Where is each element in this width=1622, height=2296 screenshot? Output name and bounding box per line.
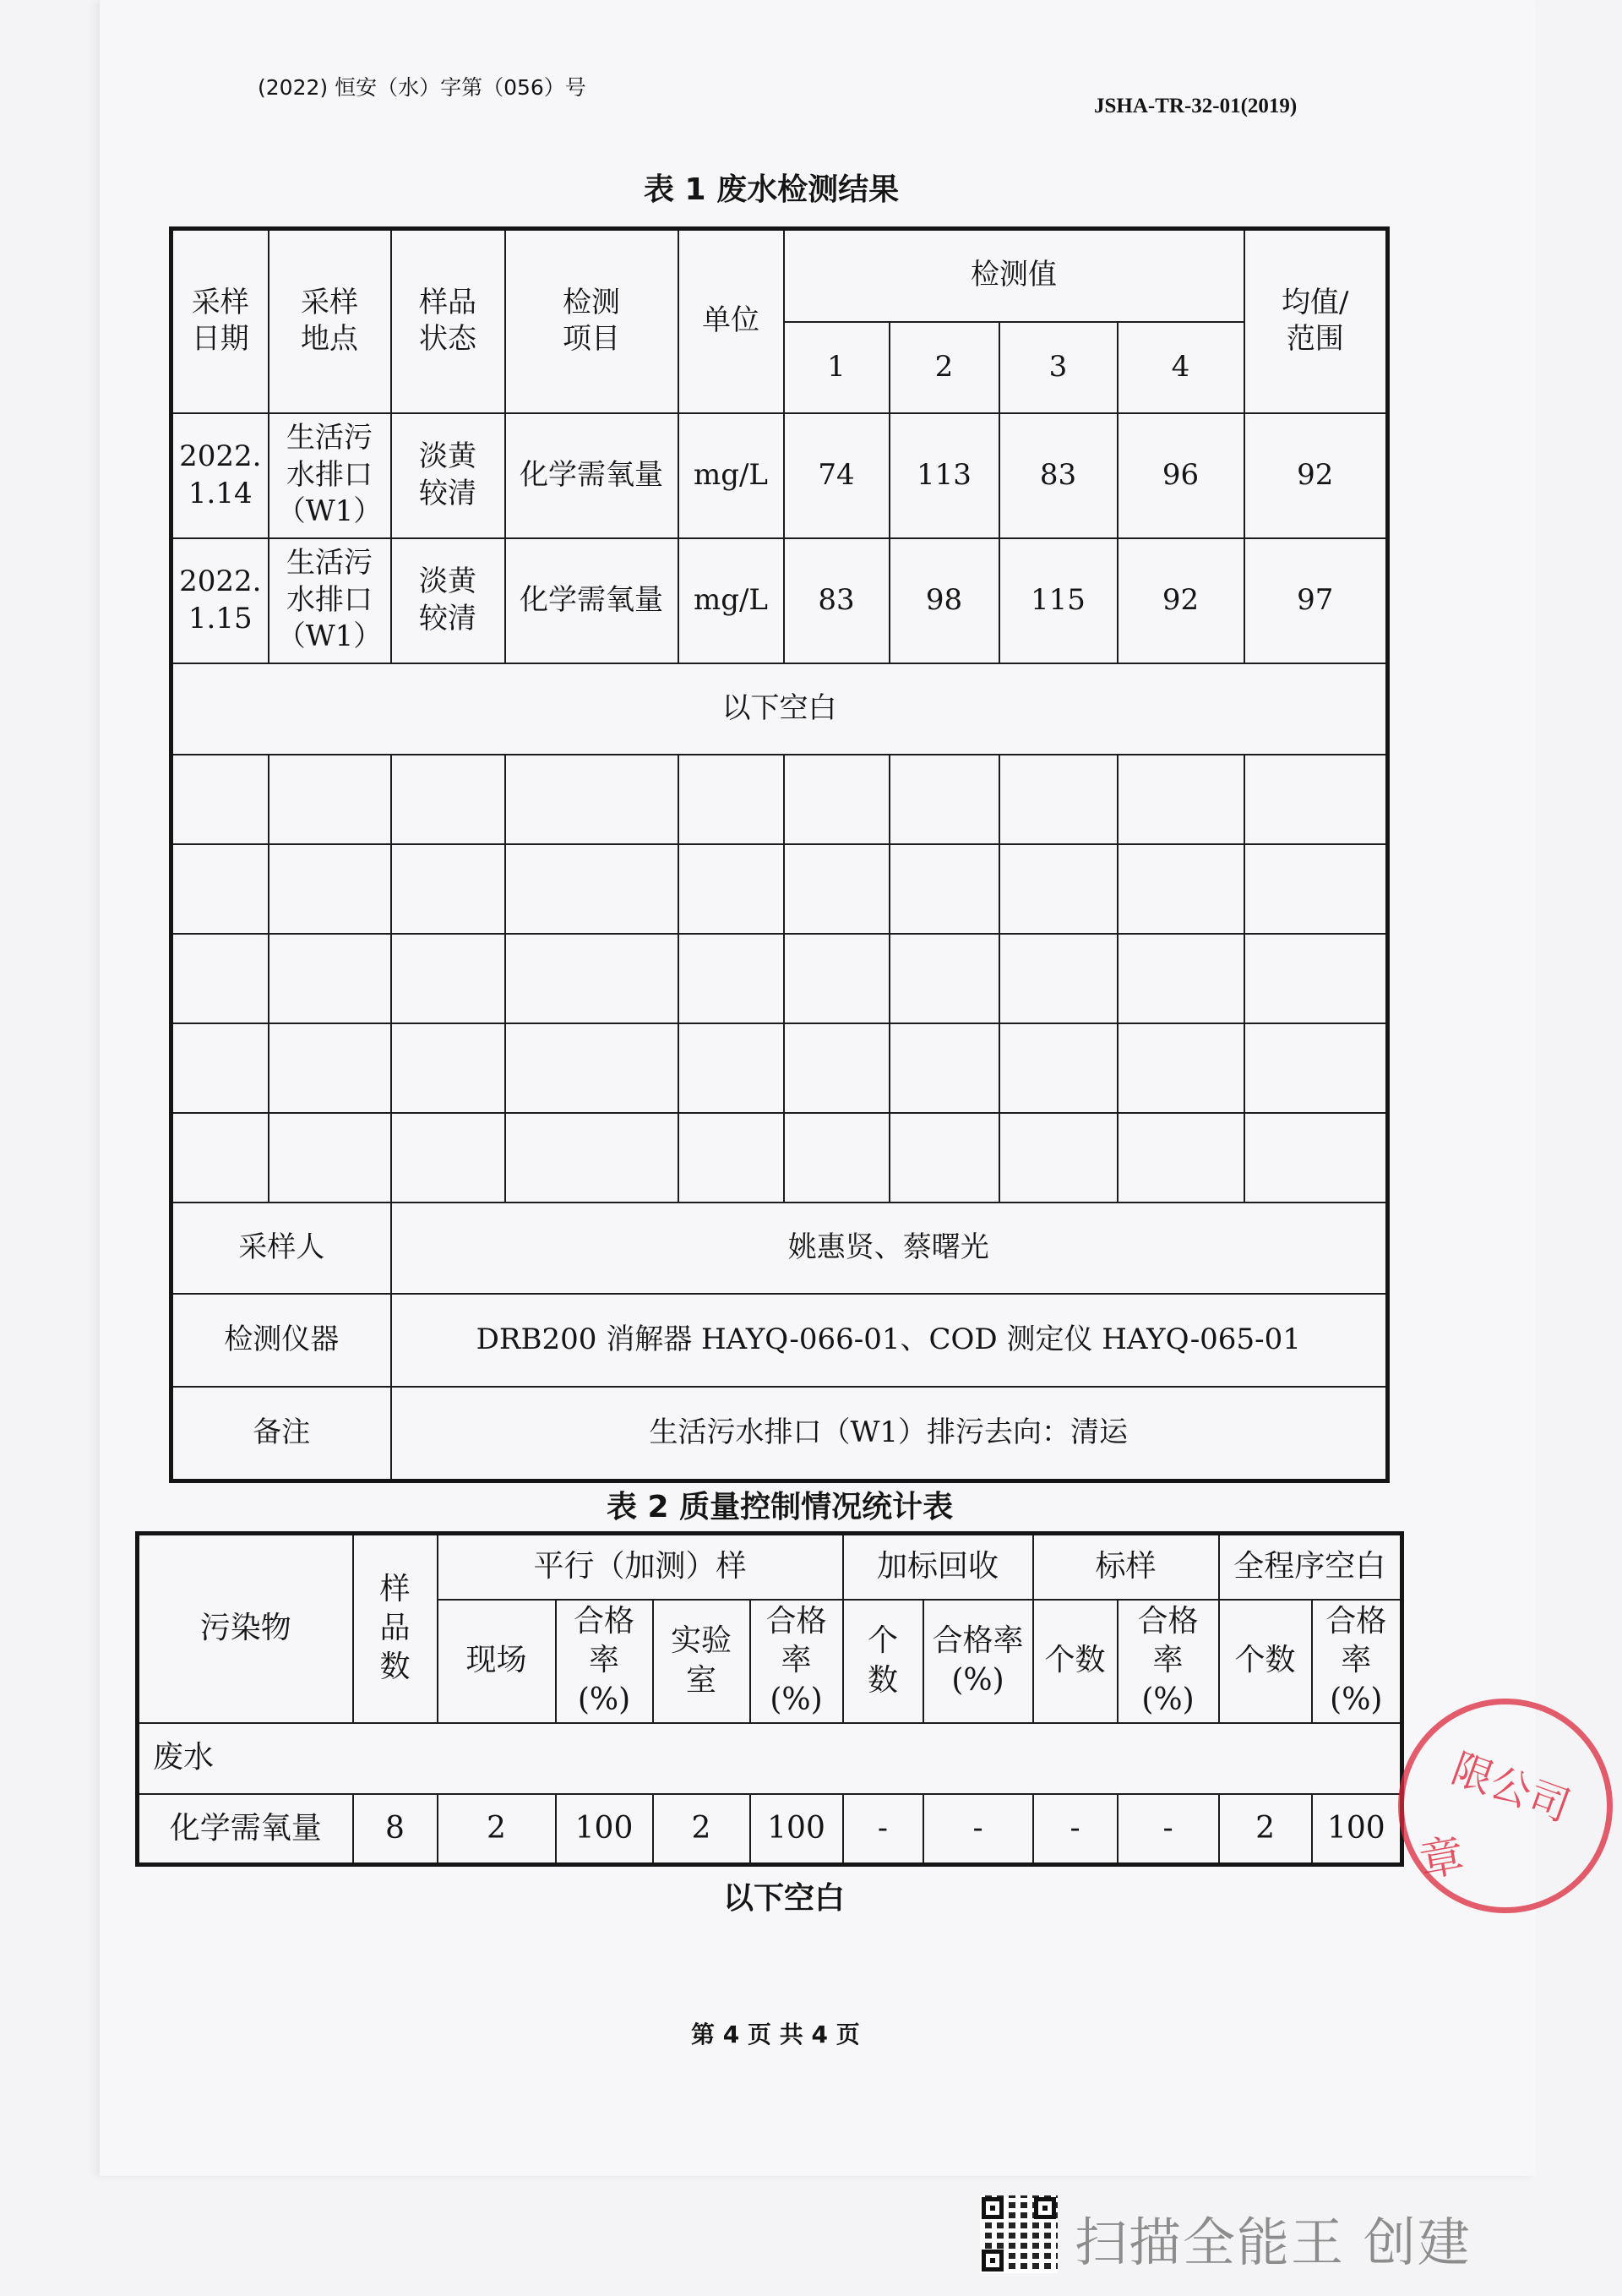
- test-item: 化学需氧量: [505, 538, 678, 663]
- header-count: 个数: [1219, 1600, 1312, 1723]
- unit: mg/L: [678, 538, 784, 663]
- table-row: [171, 538, 1388, 663]
- header-pass-rate: 合格 率 (%): [1118, 1600, 1219, 1723]
- value-1: 74: [784, 413, 890, 538]
- value-2: 113: [890, 413, 999, 538]
- empty-row: [171, 1113, 1388, 1203]
- pollutant-name: 化学需氧量: [138, 1794, 353, 1865]
- instrument-value: DRB200 消解器 HAYQ-066-01、COD 测定仪 HAYQ-065-01: [391, 1294, 1388, 1387]
- header-parallel-samples: 平行（加测）样: [438, 1534, 843, 1600]
- header-procedure-blank: 全程序空白: [1219, 1534, 1402, 1600]
- header-pass-rate: 合格 率 (%): [750, 1600, 843, 1723]
- scanner-watermark: 扫描全能王 创建: [1075, 2211, 1472, 2273]
- category-wastewater: 废水: [138, 1723, 1402, 1794]
- header-pass-rate: 合格率 (%): [923, 1600, 1033, 1723]
- sample-state: 淡黄 较清: [391, 538, 505, 663]
- sampler-label: 采样人: [171, 1203, 391, 1294]
- value-1: 83: [784, 538, 890, 663]
- company-seal: 限公司 章: [1398, 1699, 1613, 1913]
- header-standard-sample: 标样: [1033, 1534, 1219, 1600]
- empty-row: [171, 755, 1388, 844]
- sample-state: 淡黄 较清: [391, 413, 505, 538]
- header-col-3: 3: [999, 322, 1118, 413]
- value-2: 98: [890, 538, 999, 663]
- blank-below-note: 以下空白: [171, 663, 1388, 755]
- sampler-value: 姚惠贤、蔡曙光: [391, 1203, 1388, 1294]
- lab-pass-rate: 100: [750, 1794, 843, 1865]
- sample-count: 8: [353, 1794, 438, 1865]
- header-test-item: 检测 项目: [505, 229, 678, 413]
- unit: mg/L: [678, 413, 784, 538]
- remark-value: 生活污水排口（W1）排污去向：清运: [391, 1387, 1388, 1481]
- header-spike-recovery: 加标回收: [843, 1534, 1033, 1600]
- wastewater-results-table: [169, 226, 1390, 1483]
- header-sampling-date: 采样 日期: [171, 229, 269, 413]
- header-pass-rate: 合格 率 (%): [556, 1600, 653, 1723]
- header-pollutant: 污染物: [138, 1534, 353, 1723]
- table1-title: 表 1 废水检测结果: [644, 172, 900, 207]
- header-unit: 单位: [678, 229, 784, 413]
- document-number: (2022) 恒安（水）字第（056）号: [258, 75, 586, 100]
- qr-code-icon: [980, 2195, 1058, 2273]
- header-lab: 实验 室: [653, 1600, 750, 1723]
- blank-pass-rate: 100: [1312, 1794, 1402, 1865]
- instrument-label: 检测仪器: [171, 1294, 391, 1387]
- header-pass-rate: 合格 率 (%): [1312, 1600, 1402, 1723]
- spike-pass-rate: -: [923, 1794, 1033, 1865]
- form-code: JSHA-TR-32-01(2019): [1094, 95, 1298, 117]
- sample-date: 2022. 1.15: [171, 538, 269, 663]
- value-3: 115: [999, 538, 1118, 663]
- header-sampling-location: 采样 地点: [269, 229, 391, 413]
- value-4: 96: [1118, 413, 1244, 538]
- header-sample-state: 样品 状态: [391, 229, 505, 413]
- blank-below-note-2: 以下空白: [723, 1881, 846, 1916]
- test-item: 化学需氧量: [505, 413, 678, 538]
- header-field: 现场: [438, 1600, 556, 1723]
- mean-value: 97: [1244, 538, 1388, 663]
- remark-label: 备注: [171, 1387, 391, 1481]
- header-mean-range: 均值/ 范围: [1244, 229, 1388, 413]
- value-4: 92: [1118, 538, 1244, 663]
- standard-count: -: [1033, 1794, 1118, 1865]
- empty-row: [171, 844, 1388, 934]
- standard-pass-rate: -: [1118, 1794, 1219, 1865]
- spike-count: -: [843, 1794, 923, 1865]
- page-number: 第 4 页 共 4 页: [691, 2021, 860, 2048]
- field-pass-rate: 100: [556, 1794, 653, 1865]
- mean-value: 92: [1244, 413, 1388, 538]
- header-col-1: 1: [784, 322, 890, 413]
- header-count: 个数: [1033, 1600, 1118, 1723]
- header-col-2: 2: [890, 322, 999, 413]
- field-count: 2: [438, 1794, 556, 1865]
- table-row: [171, 413, 1388, 538]
- table2-title: 表 2 质量控制情况统计表: [607, 1490, 954, 1524]
- table-row: [138, 1794, 1402, 1865]
- header-sample-count: 样 品 数: [353, 1534, 438, 1723]
- empty-row: [171, 934, 1388, 1023]
- header-test-values: 检测值: [784, 229, 1244, 322]
- lab-count: 2: [653, 1794, 750, 1865]
- sample-location: 生活污 水排口 （W1）: [269, 413, 391, 538]
- header-count: 个 数: [843, 1600, 923, 1723]
- header-col-4: 4: [1118, 322, 1244, 413]
- blank-count: 2: [1219, 1794, 1312, 1865]
- sample-date: 2022. 1.14: [171, 413, 269, 538]
- quality-control-table: [135, 1531, 1404, 1867]
- value-3: 83: [999, 413, 1118, 538]
- sample-location: 生活污 水排口 （W1）: [269, 538, 391, 663]
- empty-row: [171, 1023, 1388, 1113]
